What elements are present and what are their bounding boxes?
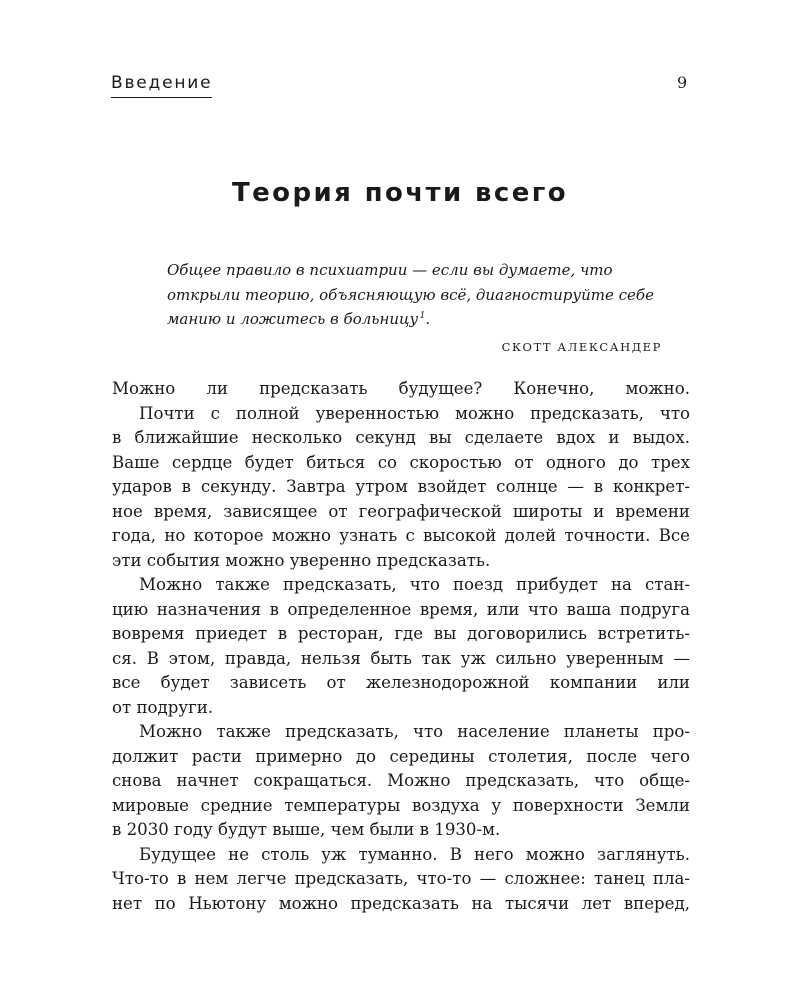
body-line: от подруги. [112, 697, 214, 717]
body-line: Можно также предсказать, что поезд прибудет на стан- [139, 575, 690, 594]
body-line: мировые средние температуры воздуха у поверхности Земли [112, 795, 690, 815]
body-line: должит расти примерно до середины столетия, после чего [112, 746, 690, 766]
body-line: ное время, зависящее от географической широты и времени [112, 501, 690, 521]
body-line: в ближайшие несколько секунд вы сделаете вдох и выдох. [112, 428, 690, 447]
body-line: все будет зависеть от железнодорожной компании или [112, 673, 690, 692]
body-line: Что-то в нем легче предсказать, что-то — сложнее: танец пла- [112, 869, 690, 888]
footnote-marker[interactable]: 1 [419, 311, 426, 321]
epigraph-author: СКОТТ АЛЕКСАНДЕР [501, 339, 662, 354]
epigraph-line: Общее правило в психиатрии — если вы думаете, что [167, 261, 613, 279]
body-line: Будущее не столь уж туманно. В него можно заглянуть. [139, 844, 690, 864]
body-line: в 2030 году будут выше, чем были в 1930-м. [112, 820, 501, 839]
epigraph-line-text: манию и ложитесь в больницу [167, 310, 419, 328]
body-line: ся. В этом, правда, нельзя быть так уж сильно уверенным — [112, 648, 690, 668]
body-line: Ваше сердце будет биться со скоростью от одного до трех [112, 452, 690, 472]
running-head: Введение [111, 72, 212, 98]
body-line: снова начнет сокращаться. Можно предсказать, что обще- [112, 771, 690, 790]
body-line: ударов в секунду. Завтра утром взойдет солнце — в конкрет- [112, 477, 690, 496]
epigraph-line-punct: . [425, 310, 431, 328]
body-line: эти события можно уверенно предсказать. [112, 550, 491, 570]
body-line: Можно ли предсказать будущее? Конечно, можно. [112, 379, 690, 398]
body-line: года, но которое можно узнать с высокой долей точности. Все [112, 526, 690, 545]
page-number: 9 [677, 73, 688, 92]
body-line: нет по Ньютону можно предсказать на тысячи лет вперед, [112, 893, 690, 913]
body-text [112, 377, 690, 916]
body-line: Почти с полной уверенностью можно предсказать, что [139, 403, 690, 423]
epigraph-line-last [167, 307, 667, 332]
body-line: вовремя приедет в ресторан, где вы договорились встретить- [112, 624, 690, 643]
epigraph [167, 258, 667, 356]
epigraph-line: открыли теорию, объясняющую всё, диагностируйте себе [167, 285, 654, 304]
body-line: цию назначения в определенное время, или что ваша подруга [112, 599, 690, 619]
body-line: Можно также предсказать, что население планеты про- [139, 722, 690, 741]
chapter-title: Теория почти всего [232, 178, 568, 208]
